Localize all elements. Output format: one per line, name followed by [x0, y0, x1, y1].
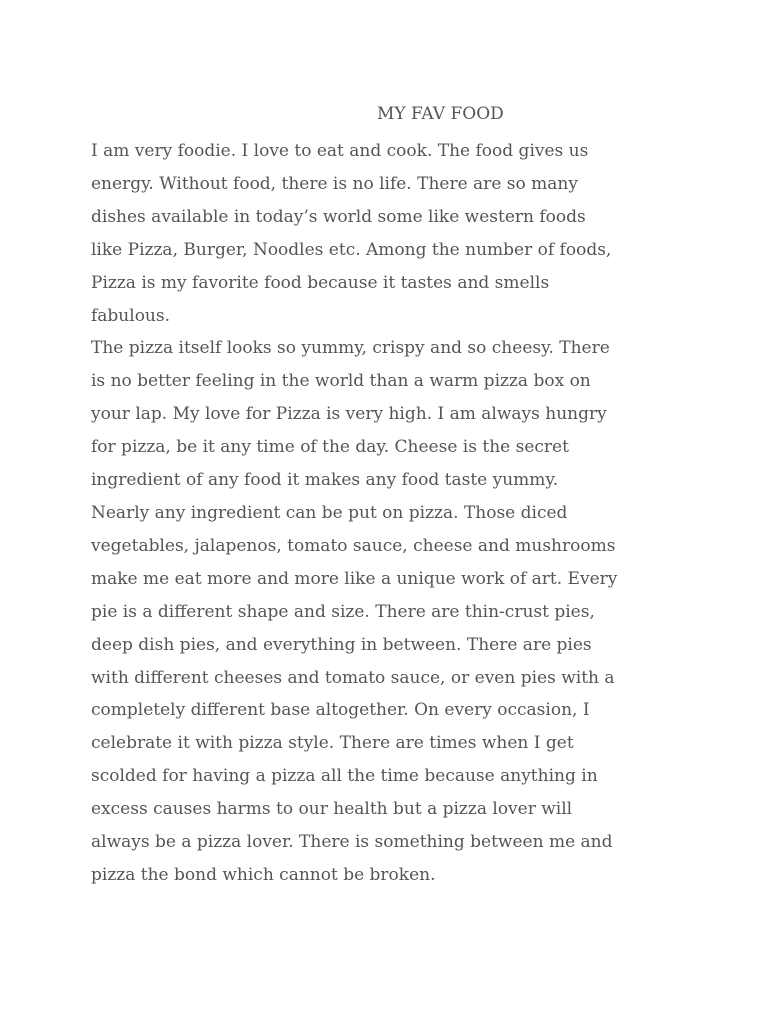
text-line: dishes available in today’s world some like western foods: [91, 206, 586, 227]
text-line: always be a pizza lover. There is something between me and: [91, 832, 613, 853]
text-line: energy. Without food, there is no life. There are so many: [91, 173, 578, 194]
text-line: for pizza, be it any time of the day. Cheese is the secret: [91, 437, 569, 458]
text-line: Nearly any ingredient can be put on pizza. Those diced: [91, 502, 568, 523]
text-line: excess causes harms to our health but a pizza lover will: [91, 799, 573, 820]
text-line: with different cheeses and tomato sauce, or even pies with a: [91, 667, 615, 688]
text-line: celebrate it with pizza style. There are times when I get: [91, 733, 574, 754]
text-line: like Pizza, Burger, Noodles etc. Among the number of foods,: [91, 239, 612, 260]
text-line: Pizza is my favorite food because it tastes and smells: [91, 272, 550, 293]
text-line: I am very foodie. I love to eat and cook. The food gives us: [91, 141, 589, 161]
text-line: pizza the bond which cannot be broken.: [91, 864, 436, 885]
document-title: MY FAV FOOD: [377, 104, 504, 124]
text-line: completely different base altogether. On every occasion, I: [91, 700, 590, 721]
text-line: fabulous.: [91, 305, 171, 326]
text-line: ingredient of any food it makes any food taste yummy.: [91, 470, 559, 491]
text-line: scolded for having a pizza all the time because anything in: [91, 766, 598, 787]
text-line: your lap. My love for Pizza is very high. I am always hungry: [91, 404, 607, 425]
text-line: deep dish pies, and everything in between. There are pies: [91, 634, 592, 655]
text-line: The pizza itself looks so yummy, crispy and so cheesy. There: [91, 338, 610, 359]
text-line: pie is a different shape and size. There are thin-crust pies,: [91, 601, 595, 622]
text-line: vegetables, jalapenos, tomato sauce, cheese and mushrooms: [91, 535, 616, 556]
text-line: make me eat more and more like a unique work of art. Every: [91, 568, 618, 589]
document-body: [91, 135, 691, 892]
text-line: is no better feeling in the world than a warm pizza box on: [91, 371, 591, 392]
